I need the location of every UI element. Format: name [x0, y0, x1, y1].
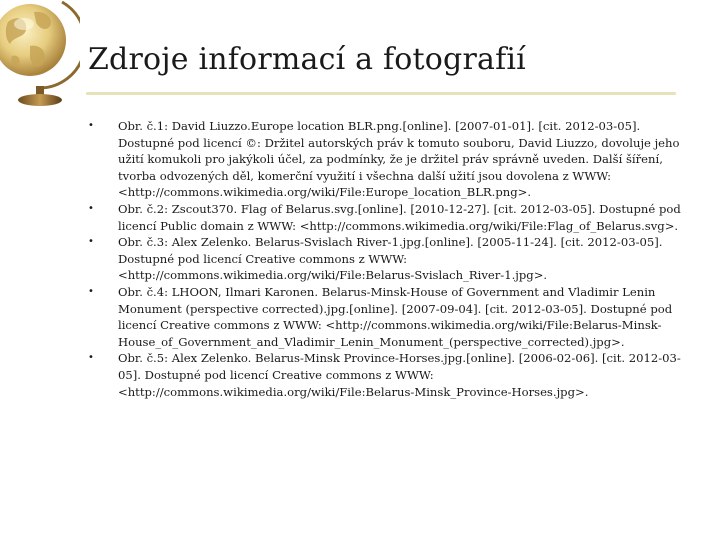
reference-text: Obr. č.2: Zscout370. Flag of Belarus.svg.[online]. [2010-12-27]. [cit. 2012-03-05]. Dostupné pod licencí Public domain z WWW: <http://commons.wikimedia.org/wiki/File:Flag_of_Belarus.svg>. — [118, 201, 681, 233]
bullet-icon: • — [88, 202, 94, 214]
reference-text: Obr. č.3: Alex Zelenko. Belarus-Svislach River-1.jpg.[online]. [2005-11-24]. [cit. 2012-03-05]. Dostupné pod licencí Creative commons z WWW: <http://commons.wikimedia.org/wiki/File:Belarus-Svislach_River-1.jpg>. — [118, 235, 663, 283]
slide-title: Zdroje informací a fotografií — [88, 42, 526, 77]
reference-text: Obr. č.1: David Liuzzo.Europe location BLR.png.[online]. [2007-01-01]. [cit. 2012-03-05]. Dostupné pod licencí ©: Držitel autorských práv k tomuto souboru, David Liuzzo, dovoluje jeho užití komukoli pro jakýkoli účel, za podmínky, že je držitel práv správně uveden. Další šíření, tvorba odvozených děl, komerční využití i všechna další užití jsou dovolena z WWW: <http://commons.wikimedia.org/wiki/File:Europe_location_BLR.png>. — [118, 119, 680, 200]
reference-item — [88, 284, 688, 350]
reference-text: Obr. č.5: Alex Zelenko. Belarus-Minsk Province-Horses.jpg.[online]. [2006-02-06]. [cit. 2012-03-05]. Dostupné pod licencí Creative commons z WWW: <http://commons.wikimedia.org/wiki/File:Belarus-Minsk_Province-Horses.jpg>. — [118, 351, 681, 399]
reference-item — [88, 350, 688, 400]
bullet-icon: • — [88, 236, 94, 248]
reference-item — [88, 234, 688, 284]
reference-item — [88, 201, 688, 234]
bullet-icon: • — [88, 352, 94, 364]
title-divider — [86, 92, 676, 95]
bullet-icon: • — [88, 120, 94, 131]
reference-list — [88, 118, 688, 400]
reference-item — [88, 118, 688, 201]
bullet-icon: • — [88, 285, 94, 297]
globe-icon — [0, 0, 80, 110]
reference-text: Obr. č.4: LHOON, Ilmari Karonen. Belarus-Minsk-House of Government and Vladimir Lenin Monument (perspective corrected).jpg.[online]. [2007-09-04]. [cit. 2012-03-05]. Dostupné pod licencí Creative commons z WWW: <http://commons.wikimedia.org/wiki/File:Belarus-Minsk-House_of_Government_and_Vladimir_Lenin_Monument_(perspective_corrected).jpg>. — [118, 284, 673, 349]
